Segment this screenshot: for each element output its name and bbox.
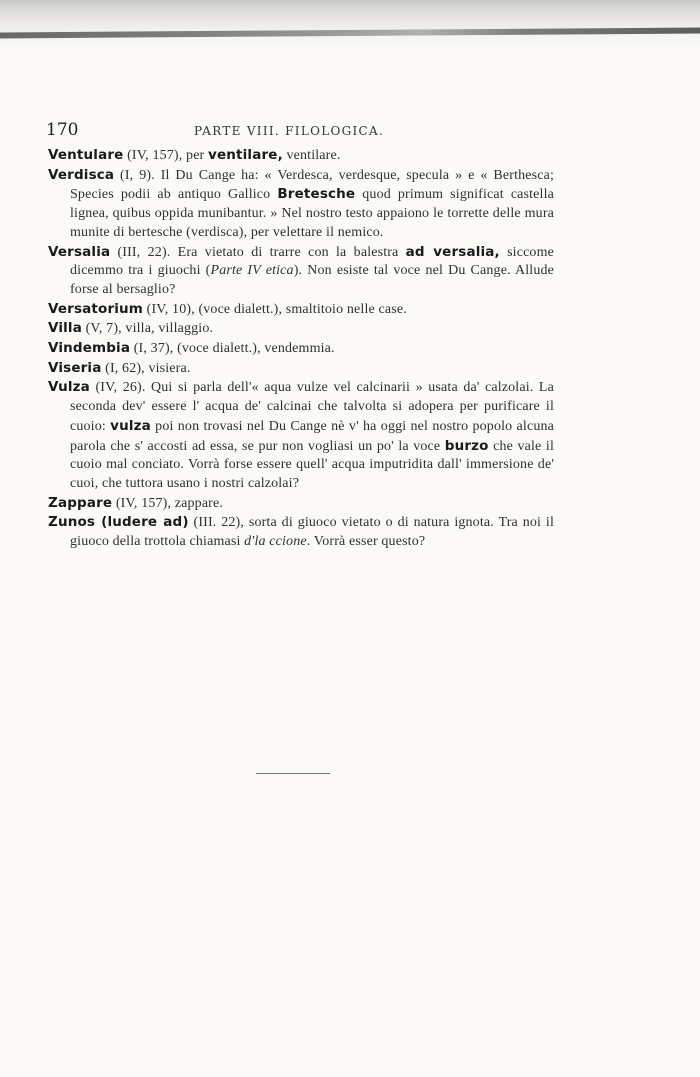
entry-ventulare	[48, 146, 554, 166]
entry-headword: Zappare	[48, 494, 113, 511]
entry-text: (V, 7), villa, villaggio.	[81, 321, 214, 337]
entry-text: (IV, 157), zappare.	[112, 495, 224, 511]
entry-zunos	[48, 513, 554, 551]
entry-headword: Zunos (ludere ad)	[48, 514, 189, 531]
entry-text: che vale il cuoio mal conciato. Vorrà forse essere quell' acqua imputridita dall' immersione de' cuoi, che tuttora usano i nostri calzolai?	[70, 438, 554, 491]
entry-text: (I, 62), visiera.	[101, 360, 191, 376]
entry-text: (IV, 26). Qui si parla dell'« aqua vulze vel calcinarii » usata da' calzolai. La seconda dev' essere l' acqua de' calcinai che talvolta si adopera per purificare il cuoio:	[70, 380, 554, 434]
entry-zappare	[48, 494, 554, 514]
entry-vindembia	[48, 339, 554, 359]
entry-text: ventilare.	[282, 148, 341, 163]
entry-text: (I, 9). Il Du Cange ha: « Verdesca, verdesque, specula » e « Berthesca; Species podii ab antiquo Gallico	[70, 167, 554, 203]
running-head: PARTE VIII. FILOLOGICA.	[194, 124, 385, 138]
entry-headword: Villa	[48, 320, 82, 337]
entry-viseria	[48, 359, 554, 379]
entry-headword: Ventulare	[48, 147, 124, 163]
entry-text: (IV, 157), per	[123, 148, 209, 163]
entry-text: (I, 37), (voce dialett.), vendemmia.	[130, 341, 335, 357]
entry-headword: Vulza	[48, 379, 90, 396]
entry-text: (III, 22). Era vietato di trarre con la balestra	[110, 244, 406, 260]
entry-text: siccome dicemmo tra i giuochi (	[70, 244, 554, 279]
entry-versatorium	[48, 300, 554, 320]
entry-vulza	[48, 378, 554, 493]
entry-bold-term: vulza	[110, 417, 151, 434]
closing-rule	[256, 773, 330, 774]
entry-headword: Vindembia	[48, 340, 131, 357]
entry-verdisca	[48, 166, 554, 243]
entry-headword: Verdisca	[48, 166, 115, 183]
entry-headword: Viseria	[48, 359, 102, 376]
entry-text: (IV, 10), (voce dialett.), smaltitoio nelle case.	[143, 301, 407, 317]
entry-versalia	[48, 243, 554, 300]
page-header	[46, 120, 556, 144]
page-number: 170	[46, 120, 79, 140]
scan-shadow	[0, 0, 700, 46]
entry-headword: Versatorium	[48, 300, 144, 317]
entry-bold-term: ventilare,	[208, 147, 283, 163]
entry-text: (III. 22), sorta di giuoco vietato o di natura ignota. Tra noi il giuoco della trottola chiamasi	[70, 515, 554, 550]
entry-italic-ref: d'la ccione	[244, 534, 307, 550]
entry-bold-term: Bretesche	[277, 186, 356, 203]
entry-italic-ref: Parte IV etica	[210, 263, 294, 279]
entry-text: quod primum significat castella lignea, quibus oppida munibantur. » Nel nostro testo appaiono le torrette delle mura munite di bertesche (verdisca), per velettare il nemico.	[70, 187, 554, 240]
entry-headword: Versalia	[48, 243, 111, 260]
entry-text: ). Non esiste tal voce nel Du Cange. Allude forse al bersaglio?	[70, 263, 555, 297]
entry-bold-term: ad versalia,	[405, 243, 500, 260]
entry-bold-term: burzo	[444, 437, 489, 454]
entry-text: poi non trovasi nel Du Cange nè v' ha oggi nel nostro popolo alcuna parola che s' accosti ad essa, se pur non vogliasi un po' la voce	[70, 418, 554, 454]
entry-villa	[48, 319, 554, 339]
entry-text: . Vorrà esser questo?	[306, 534, 426, 550]
glossary-entries	[48, 146, 554, 552]
